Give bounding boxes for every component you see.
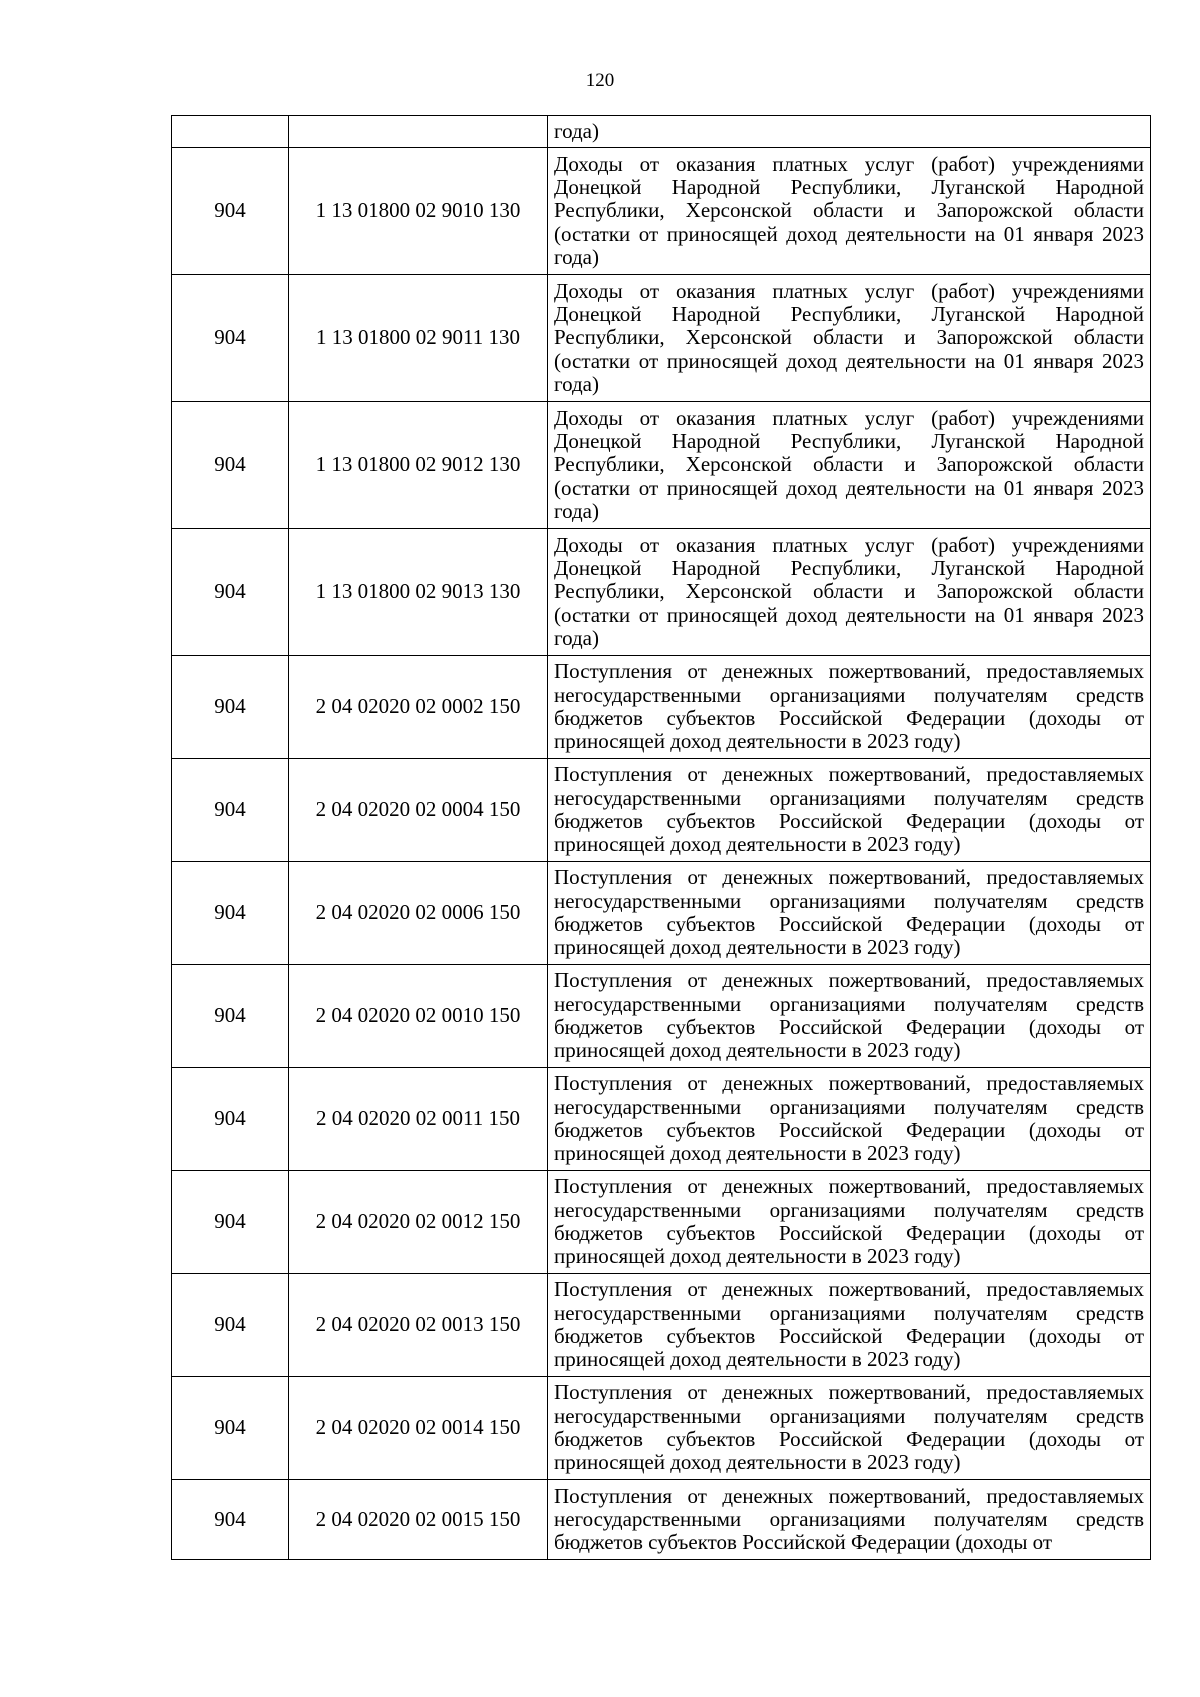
income-codes-table — [171, 115, 1151, 1560]
description-cell: Поступления от денежных пожертвований, предоставляемых негосударственными организациями получателям средств бюджетов субъектов Российской Федерации (доходы от приносящей доход деятельности в 2023 году) — [548, 759, 1151, 862]
admin-code-cell: 904 — [172, 1480, 289, 1560]
description-cell: Поступления от денежных пожертвований, предоставляемых негосударственными организациями получателям средств бюджетов субъектов Российской Федерации (доходы от приносящей доход деятельности в 2023 году) — [548, 862, 1151, 965]
admin-code-cell: 904 — [172, 529, 289, 656]
budget-code-cell: 2 04 02020 02 0004 150 — [289, 759, 548, 862]
table-row — [172, 862, 1151, 965]
table-row — [172, 1480, 1151, 1560]
table-row — [172, 402, 1151, 529]
admin-code-cell: 904 — [172, 1171, 289, 1274]
description-cell: Доходы от оказания платных услуг (работ) учреждениями Донецкой Народной Республики, Луганской Народной Республики, Херсонской области и Запорожской области (остатки от приносящей доход деятельности на 01 января 2023 года) — [548, 529, 1151, 656]
budget-code-cell: 1 13 01800 02 9013 130 — [289, 529, 548, 656]
budget-code-cell: 2 04 02020 02 0014 150 — [289, 1377, 548, 1480]
table-row — [172, 275, 1151, 402]
description-cell: Доходы от оказания платных услуг (работ) учреждениями Донецкой Народной Республики, Луганской Народной Республики, Херсонской области и Запорожской области (остатки от приносящей доход деятельности на 01 января 2023 года) — [548, 275, 1151, 402]
description-cell: Поступления от денежных пожертвований, предоставляемых негосударственными организациями получателям средств бюджетов субъектов Российской Федерации (доходы от приносящей доход деятельности в 2023 году) — [548, 965, 1151, 1068]
admin-code-cell: 904 — [172, 148, 289, 275]
admin-code-cell: 904 — [172, 402, 289, 529]
description-cell: Поступления от денежных пожертвований, предоставляемых негосударственными организациями получателям средств бюджетов субъектов Российской Федерации (доходы от — [548, 1480, 1151, 1560]
budget-code-cell: 2 04 02020 02 0010 150 — [289, 965, 548, 1068]
budget-code-cell: 2 04 02020 02 0002 150 — [289, 656, 548, 759]
description-cell: Поступления от денежных пожертвований, предоставляемых негосударственными организациями получателям средств бюджетов субъектов Российской Федерации (доходы от приносящей доход деятельности в 2023 году) — [548, 1377, 1151, 1480]
description-cell: Поступления от денежных пожертвований, предоставляемых негосударственными организациями получателям средств бюджетов субъектов Российской Федерации (доходы от приносящей доход деятельности в 2023 году) — [548, 656, 1151, 759]
description-cell: года) — [548, 116, 1151, 148]
table-row — [172, 1068, 1151, 1171]
page-number: 120 — [585, 70, 615, 91]
admin-code-cell: 904 — [172, 656, 289, 759]
admin-code-cell — [172, 116, 289, 148]
budget-code-cell — [289, 116, 548, 148]
table-row — [172, 1377, 1151, 1480]
budget-code-cell: 1 13 01800 02 9012 130 — [289, 402, 548, 529]
admin-code-cell: 904 — [172, 862, 289, 965]
table-row — [172, 529, 1151, 656]
table-row — [172, 965, 1151, 1068]
table-row — [172, 656, 1151, 759]
budget-code-cell: 1 13 01800 02 9011 130 — [289, 275, 548, 402]
description-cell: Поступления от денежных пожертвований, предоставляемых негосударственными организациями получателям средств бюджетов субъектов Российской Федерации (доходы от приносящей доход деятельности в 2023 году) — [548, 1171, 1151, 1274]
admin-code-cell: 904 — [172, 1068, 289, 1171]
table-row — [172, 1274, 1151, 1377]
description-cell: Поступления от денежных пожертвований, предоставляемых негосударственными организациями получателям средств бюджетов субъектов Российской Федерации (доходы от приносящей доход деятельности в 2023 году) — [548, 1068, 1151, 1171]
table-row — [172, 759, 1151, 862]
budget-code-cell: 2 04 02020 02 0006 150 — [289, 862, 548, 965]
admin-code-cell: 904 — [172, 1377, 289, 1480]
table-row — [172, 1171, 1151, 1274]
admin-code-cell: 904 — [172, 759, 289, 862]
description-cell: Поступления от денежных пожертвований, предоставляемых негосударственными организациями получателям средств бюджетов субъектов Российской Федерации (доходы от приносящей доход деятельности в 2023 году) — [548, 1274, 1151, 1377]
budget-code-cell: 1 13 01800 02 9010 130 — [289, 148, 548, 275]
description-cell: Доходы от оказания платных услуг (работ) учреждениями Донецкой Народной Республики, Луганской Народной Республики, Херсонской области и Запорожской области (остатки от приносящей доход деятельности на 01 января 2023 года) — [548, 402, 1151, 529]
table-row — [172, 148, 1151, 275]
budget-code-cell: 2 04 02020 02 0013 150 — [289, 1274, 548, 1377]
budget-code-cell: 2 04 02020 02 0012 150 — [289, 1171, 548, 1274]
description-cell: Доходы от оказания платных услуг (работ) учреждениями Донецкой Народной Республики, Луганской Народной Республики, Херсонской области и Запорожской области (остатки от приносящей доход деятельности на 01 января 2023 года) — [548, 148, 1151, 275]
budget-code-cell: 2 04 02020 02 0011 150 — [289, 1068, 548, 1171]
admin-code-cell: 904 — [172, 275, 289, 402]
admin-code-cell: 904 — [172, 1274, 289, 1377]
table-row — [172, 116, 1151, 148]
budget-code-cell: 2 04 02020 02 0015 150 — [289, 1480, 548, 1560]
admin-code-cell: 904 — [172, 965, 289, 1068]
